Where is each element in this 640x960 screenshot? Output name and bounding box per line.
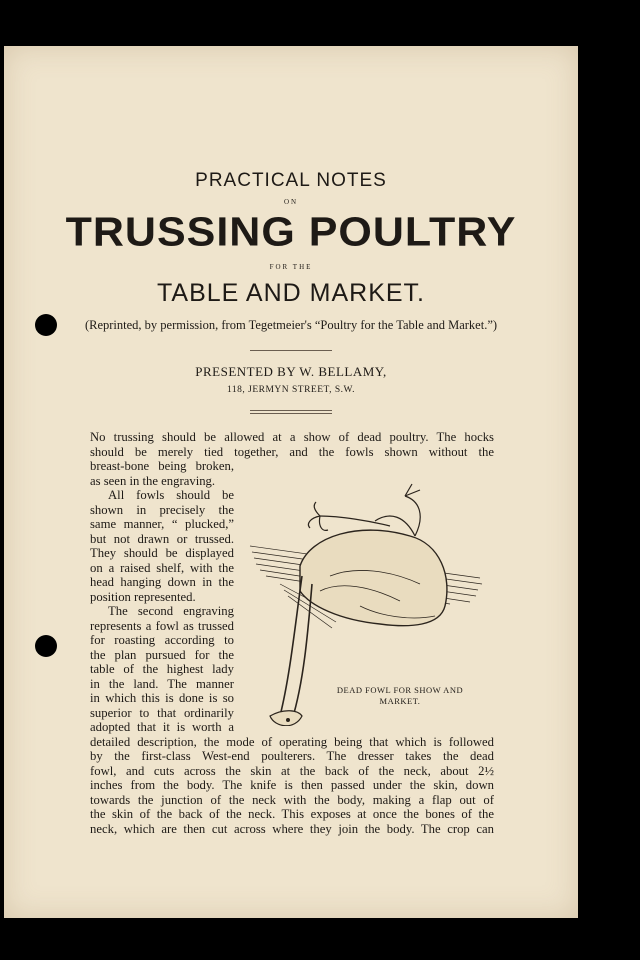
divider-1 [250, 350, 332, 351]
text-line: position represented. [90, 589, 196, 604]
page-subtitle: TABLE AND MARKET. [157, 279, 425, 307]
reprint-note: (Reprinted, by permission, from Tegetmeier's “Poultry for the Table and Market.”) [84, 318, 498, 332]
figure-caption-line-2: MARKET. [379, 696, 421, 706]
text-line: represents a fowl as trussed [90, 618, 234, 633]
text-line: breast-bone being broken, [90, 459, 234, 473]
divider-2 [250, 410, 332, 411]
text-line: as seen in the engraving. [90, 473, 216, 488]
narrow-column-paragraph [90, 459, 234, 735]
text-line: in the land. The manner [90, 676, 234, 691]
text-line: the plan pursued for the [90, 647, 234, 662]
header-on: ON [283, 198, 299, 206]
divider-3 [250, 413, 332, 414]
text-line: by the first-class West-end poulterers. The dresser takes the dead [90, 749, 494, 763]
text-line: for roasting according to [90, 633, 234, 647]
text-line: the skin of the back of the neck. This exposes at once the bones of the [90, 807, 494, 821]
text-line: table of the highest lady [90, 662, 234, 676]
figure-caption [330, 685, 470, 707]
text-line: neck, which are then cut across where they join the body. The crop can [90, 821, 494, 836]
text-line: towards the junction of the neck with the body, making a flap out of [90, 792, 494, 807]
punch-hole-bottom [35, 635, 57, 657]
text-line: adopted that it is worth a [90, 720, 234, 734]
text-line: head hanging down in the [90, 575, 234, 589]
text-line: No trussing should be allowed at a show of dead poultry. The hocks [90, 430, 494, 444]
text-line: should be merely tied together, and the fowls shown without the [90, 444, 494, 459]
document-page [4, 46, 578, 918]
page-title: TRUSSING POULTRY [65, 209, 517, 255]
text-line: in which this is done is so [90, 691, 234, 705]
text-line: shown in precisely the [90, 502, 234, 517]
presented-by: PRESENTED BY W. BELLAMY, [195, 364, 387, 379]
text-line: same manner, “ plucked,” [90, 517, 234, 531]
figure-caption-line-1: DEAD FOWL FOR SHOW AND [336, 685, 464, 695]
address: 118, JERMYN STREET, S.W. [226, 385, 356, 395]
full-width-paragraph [90, 430, 494, 459]
text-line: inches from the body. The knife is then passed under the skin, down [90, 778, 494, 792]
header-for-the: FOR THE [269, 263, 313, 271]
text-line: superior to that ordinarily [90, 705, 234, 720]
text-line: They should be displayed [90, 546, 234, 560]
bottom-paragraph [90, 735, 494, 837]
text-line: fowl, and cuts across the skin at the back of the neck, about 2½ [90, 763, 494, 778]
text-line: The second engraving [108, 604, 234, 618]
text-line: detailed description, the mode of operating being that which is followed [90, 734, 494, 749]
header-practical-notes: PRACTICAL NOTES [195, 170, 387, 191]
text-line: on a raised shelf, with the [90, 560, 234, 575]
text-line: but not drawn or trussed. [90, 531, 234, 546]
text-line: All fowls should be [108, 488, 234, 502]
